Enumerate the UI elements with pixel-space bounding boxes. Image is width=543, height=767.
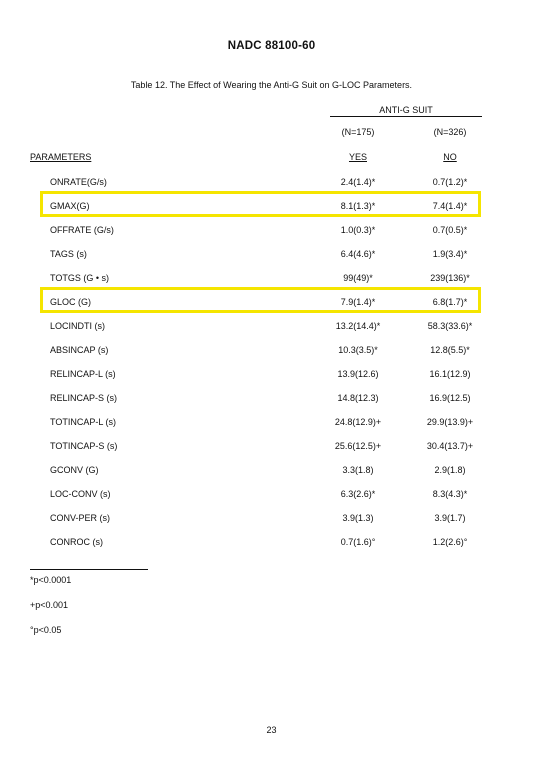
value-no: 2.9(1.8) — [434, 465, 466, 475]
parameter-name: GMAX(G) — [50, 201, 90, 211]
table-row — [0, 537, 543, 551]
value-no: 6.8(1.7)* — [432, 297, 468, 307]
table-row — [0, 441, 543, 455]
footnote-p001: +p<0.001 — [30, 600, 69, 610]
value-no: 239(136)* — [430, 273, 470, 283]
value-no: 0.7(1.2)* — [432, 177, 468, 187]
sample-size-yes: (N=175) — [341, 127, 375, 137]
value-no: 58.3(33.6)* — [427, 321, 473, 331]
value-yes: 13.2(14.4)* — [335, 321, 381, 331]
value-no: 12.8(5.5)* — [430, 345, 470, 355]
value-no: 30.4(13.7)+ — [426, 441, 474, 451]
value-yes: 24.8(12.9)+ — [334, 417, 382, 427]
table-row — [0, 465, 543, 479]
value-yes: 2.4(1.4)* — [340, 177, 376, 187]
parameter-name: GLOC (G) — [50, 297, 92, 307]
value-no: 29.9(13.9)+ — [426, 417, 474, 427]
table-row — [0, 489, 543, 503]
document-id: NADC 88100-60 — [227, 40, 316, 52]
parameter-name: CONROC (s) — [50, 537, 103, 547]
column-header-yes: YES — [348, 152, 367, 162]
value-yes: 3.3(1.8) — [342, 465, 374, 475]
value-no: 16.9(12.5) — [429, 393, 471, 403]
value-no: 1.9(3.4)* — [432, 249, 468, 259]
value-yes: 25.6(12.5)+ — [334, 441, 382, 451]
parameter-name: TAGS (s) — [50, 249, 87, 259]
value-no: 7.4(1.4)* — [432, 201, 468, 211]
value-no: 1.2(2.6)° — [432, 537, 468, 547]
footnote-divider — [30, 569, 148, 570]
parameter-name: OFFRATE (G/s) — [50, 225, 114, 235]
table-row — [0, 513, 543, 527]
parameter-name: RELINCAP-L (s) — [50, 369, 116, 379]
value-no: 8.3(4.3)* — [432, 489, 468, 499]
value-no: 0.7(0.5)* — [432, 225, 468, 235]
table-row — [0, 201, 543, 215]
table-row — [0, 393, 543, 407]
parameter-name: GCONV (G) — [50, 465, 99, 475]
value-yes: 6.3(2.6)* — [340, 489, 376, 499]
value-yes: 13.9(12.6) — [337, 369, 379, 379]
value-yes: 6.4(4.6)* — [340, 249, 376, 259]
parameter-name: CONV-PER (s) — [50, 513, 111, 523]
footnote-p0001: *p<0.0001 — [30, 575, 72, 585]
parameter-name: TOTINCAP-L (s) — [50, 417, 117, 427]
value-yes: 10.3(3.5)* — [338, 345, 378, 355]
parameter-name: ONRATE(G/s) — [50, 177, 107, 187]
parameter-name: LOCINDTI (s) — [50, 321, 105, 331]
table-row — [0, 345, 543, 359]
sample-size-no: (N=326) — [433, 127, 467, 137]
parameter-name: TOTINCAP-S (s) — [50, 441, 118, 451]
value-yes: 0.7(1.6)° — [340, 537, 376, 547]
group-header-anti-g-suit: ANTI-G SUIT — [330, 105, 482, 117]
value-yes: 8.1(1.3)* — [340, 201, 376, 211]
parameter-name: RELINCAP-S (s) — [50, 393, 118, 403]
value-yes: 7.9(1.4)* — [340, 297, 376, 307]
table-row — [0, 369, 543, 383]
value-no: 16.1(12.9) — [429, 369, 471, 379]
table-row — [0, 249, 543, 263]
value-yes: 1.0(0.3)* — [340, 225, 376, 235]
table-title: Table 12. The Effect of Wearing the Anti-G Suit on G-LOC Parameters. — [130, 80, 413, 90]
parameter-name: LOC-CONV (s) — [50, 489, 111, 499]
table-row — [0, 273, 543, 287]
value-yes: 3.9(1.3) — [342, 513, 374, 523]
table-row — [0, 177, 543, 191]
table-row — [0, 225, 543, 239]
table-row — [0, 321, 543, 335]
table-row — [0, 297, 543, 311]
parameter-name: TOTGS (G • s) — [50, 273, 109, 283]
value-no: 3.9(1.7) — [434, 513, 466, 523]
parameter-name: ABSINCAP (s) — [50, 345, 109, 355]
page-number: 23 — [266, 725, 277, 735]
column-header-no: NO — [443, 152, 457, 162]
footnote-p05: °p<0.05 — [30, 625, 62, 635]
table-row — [0, 417, 543, 431]
value-yes: 14.8(12.3) — [337, 393, 379, 403]
value-yes: 99(49)* — [343, 273, 373, 283]
column-header-parameters: PARAMETERS — [30, 152, 92, 162]
